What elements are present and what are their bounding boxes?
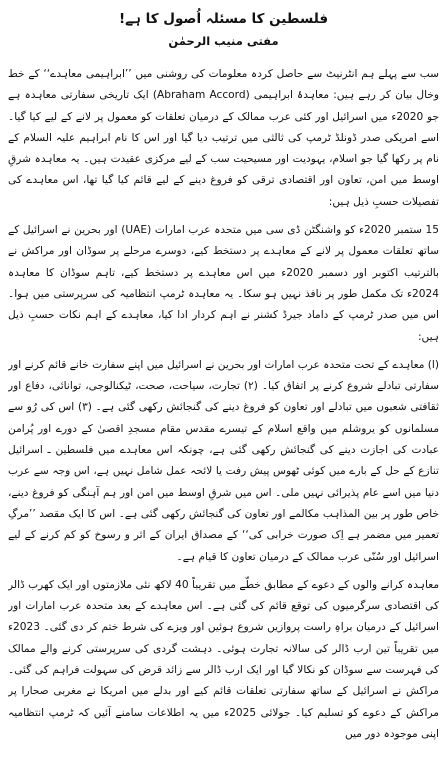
- article-paragraph: معاہدہ کرانے والوں کے دعوے کے مطابق خطّے میں تقریباً 40 لاکھ نئی ملازمتوں اور ایک کھرب ڈالر کی اقتصادی سرگرمیوں کی توقع قائم کی گئی ہے۔ اس معاہدے کے بعد متحدہ عرب امارات اور اسرائیل کے درمیان براہِ راست پروازیں شروع ہوئیں اور ویزے کی شرط ختم کر دی گئی۔ 2023ء میں تقریباً تین ارب ڈالر کی سالانہ تجارت ہوئی۔ دہشت گردی کی سرپرستی کرنے والے ممالک کی فہرست سے سوڈان کو نکالا گیا اور ایک ارب ڈالر سے زائد قرض کی سہولت فراہم کی گئی۔ مراکش نے اسرائیل کے ساتھ سفارتی تعلقات قائم کیے اور بدلے میں امریکا نے مغربی صحارا پر مراکش کے دعوے کو تسلیم کیا۔ جولائی 2025ء میں یہ اطلاعات سامنے آئیں کہ ٹرمپ انتظامیہ اپنی موجودہ دور میں: [8, 578, 439, 740]
- article-author: مفتی منیب الرحمٰن: [168, 34, 279, 48]
- article-paragraph: (ا) معاہدے کے تحت متحدہ عرب امارات اور بحرین نے اسرائیل میں اپنے سفارت خانے قائم کرنے اور سفارتی تبادلے شروع کرنے پر اتفاق کیا۔ (۲) تجارت، سیاحت، صحت، ٹیکنالوجی، توانائی، دفاع اور ثقافتی شعبوں میں تبادلے اور تعاون کو فروغ دینے کی گنجائش رکھی گئی ہے۔ (۳) اس کی رُو سے مسلمانوں کو یروشلم میں واقع اسلام کے تیسرے مقدس مقام مسجدِ اقصیٰ کے دورے اور پُرامن عبادت کی اجازت دینے کی گنجائش رکھی گئی ہے، چونکہ اس معاہدے میں فلسطین ـ اسرائیل تنازع کے حل کے بارے میں کوئی ٹھوس پیش رفت یا لائحہ عمل شامل نہیں ہے، اس وجہ سے عرب دنیا میں اسے عام پذیرائی نہیں ملی۔ اس میں شرقِ اوسط میں امن اور ہم آہنگی کو فروغ دینے، خاص طور پر بین المذاہب مکالمے اور تعاون کی گنجائش رکھی گئی ہے۔ اس کا ایک مقصد ’’مرگِ تعمیر میں مضمر ہے اِک صورت خرابی کی‘‘ کے مصداق ایران کے اثر و رسوخ کو کم کرنے کے لیے اسرائیل اور سُنّی عرب ممالک کے درمیان تعاون کا قیام ہے۔: [8, 358, 439, 563]
- article-title: فلسطین کا مسئلہ اُصول کا ہے!: [118, 11, 329, 27]
- article-paragraph: 15 ستمبر 2020ء کو واشنگٹن ڈی سی میں متحدہ عرب امارات (UAE) اور بحرین نے اسرائیل کے ساتھ تعلقات معمول پر لانے کے معاہدے پر دستخط کیے، دوسرے مرحلے پر سوڈان اور مراکش نے بالترتیب اکتوبر اور دسمبر 2020ء میں اس معاہدے پر دستخط کیے، تاہم سوڈان کا معاہدہ 2024ء تک مکمل طور پر نافذ نہیں ہو سکا۔ یہ معاہدہ ٹرمپ انتظامیہ کی سرپرستی میں ہوا۔ اس میں صدر ٹرمپ کے داماد جیرڈ کشنر نے اہم کردار ادا کیا، معاہدے کے اہم نکات حسبِ ذیل ہیں:: [8, 224, 439, 343]
- article-page: [8, 6, 439, 763]
- article-paragraph: سب سے پہلے ہم انٹرنیٹ سے حاصل کردہ معلومات کی روشنی میں ’’ابراہیمی معاہدے‘‘ کے خط وخال بیان کر رہے ہیں: معاہدۂ ابراہیمی (Abraham Accord) ایک تاریخی سفارتی معاہدہ ہے جو 2020ء میں اسرائیل اور کئی عرب ممالک کے درمیان تعلقات کو معمول پر لانے کے لیے کیا گیا۔ اسے امریکی صدر ڈونلڈ ٹرمپ کی ثالثی میں ترتیب دیا گیا اور اس کا نام ابراہیم علیہ السلام کے نام پر رکھا گیا جو اسلام، یہودیت اور مسیحیت سب کے لیے مرکزی عقیدت ہیں۔ یہ معاہدہ شرقِ اوسط میں امن، تعاون اور اقتصادی ترقی کو فروغ دینے کے لیے قائم کیا گیا تھا، اس معاہدے کی تفصیلات حسبِ ذیل ہیں:: [8, 68, 439, 208]
